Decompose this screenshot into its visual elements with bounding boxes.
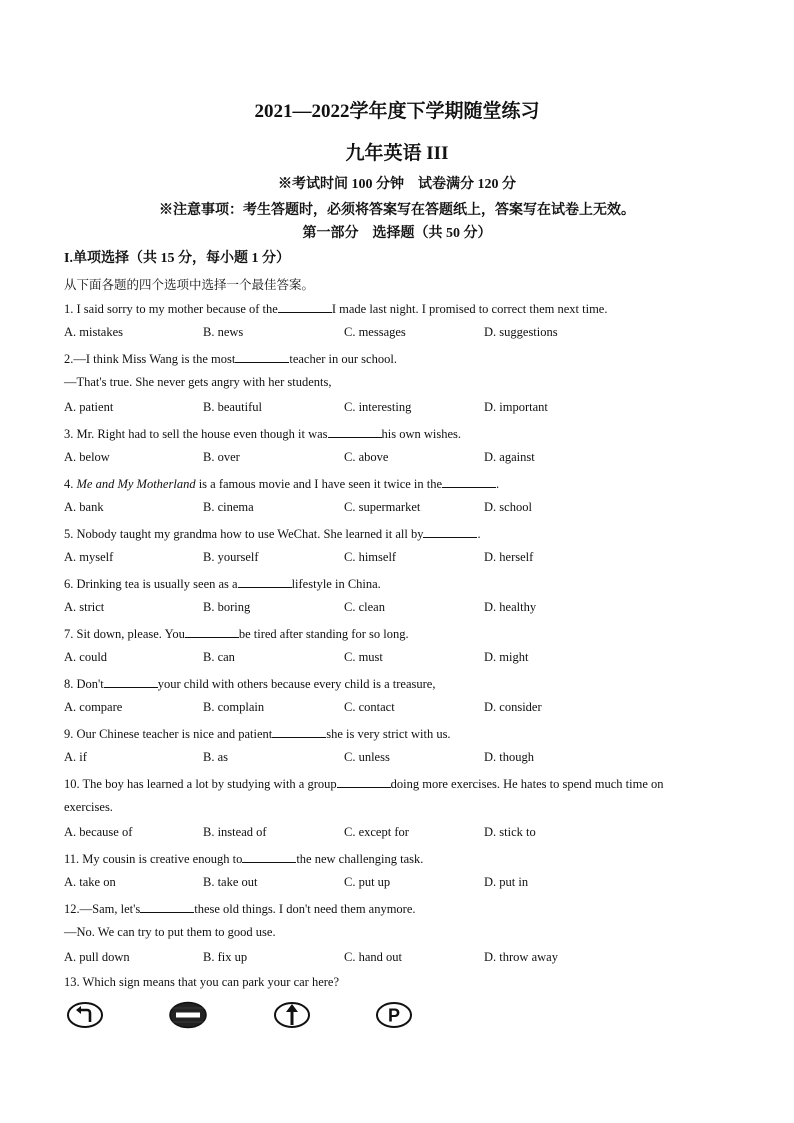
answer-blank — [235, 350, 289, 363]
option-c: C. contact — [344, 700, 395, 714]
option-b: B. fix up — [203, 950, 248, 964]
option-a: A. myself — [64, 550, 114, 564]
answer-blank — [104, 675, 158, 688]
question-8: 8. Don't your child with others because every child is a treasure, — [64, 677, 436, 691]
no-entry-sign-icon — [168, 1001, 208, 1029]
answer-blank — [272, 725, 326, 738]
go-straight-sign-icon — [272, 1001, 312, 1029]
question-6: 6. Drinking tea is usually seen as a lifestyle in China. — [64, 577, 381, 591]
question-10: 10. The boy has learned a lot by studying with a group doing more exercises. He hates to spend much time on — [64, 777, 664, 791]
exam-notice: ※注意事项：考生答题时，必须将答案写在答题纸上，答案写在试卷上无效。 — [159, 203, 635, 218]
option-b: B. as — [203, 750, 228, 764]
option-c: C. must — [344, 650, 383, 664]
answer-blank — [242, 850, 296, 863]
parking-sign-icon — [374, 1001, 414, 1029]
question-10-continued: exercises. — [64, 800, 113, 814]
option-a: A. bank — [64, 500, 104, 514]
option-d: D. might — [484, 650, 529, 664]
answer-blank — [278, 300, 332, 313]
answer-blank — [328, 425, 382, 438]
exam-title: 2021—2022学年度下学期随堂练习 — [254, 101, 540, 122]
question-2-reply: —That's true. She never gets angry with her students, — [64, 375, 332, 389]
answer-blank — [423, 525, 477, 538]
option-d: D. healthy — [484, 600, 537, 614]
option-a: A. compare — [64, 700, 123, 714]
option-b: B. news — [203, 325, 244, 339]
question-3: 3. Mr. Right had to sell the house even though it was his own wishes. — [64, 427, 462, 441]
option-d: D. though — [484, 750, 534, 764]
question-4: 4. Me and My Motherland is a famous movie and I have seen it twice in the . — [64, 477, 500, 491]
option-c: C. supermarket — [344, 500, 421, 514]
option-a: A. patient — [64, 400, 114, 414]
option-b: B. yourself — [203, 550, 259, 564]
option-c: C. himself — [344, 550, 397, 564]
option-d: D. stick to — [484, 825, 536, 839]
answer-blank — [185, 625, 239, 638]
option-a: A. strict — [64, 600, 105, 614]
option-c: C. above — [344, 450, 389, 464]
option-c: C. except for — [344, 825, 409, 839]
option-b: B. instead of — [203, 825, 267, 839]
option-a: A. because of — [64, 825, 133, 839]
question-9: 9. Our Chinese teacher is nice and patient she is very strict with us. — [64, 727, 451, 741]
question-11: 11. My cousin is creative enough to the new challenging task. — [64, 852, 424, 866]
option-c: C. unless — [344, 750, 390, 764]
option-c: C. put up — [344, 875, 391, 889]
option-d: D. against — [484, 450, 535, 464]
option-b: B. complain — [203, 700, 265, 714]
question-5: 5. Nobody taught my grandma how to use WeChat. She learned it all by . — [64, 527, 481, 541]
option-a: A. take on — [64, 875, 116, 889]
option-d: D. consider — [484, 700, 542, 714]
option-b: B. cinema — [203, 500, 254, 514]
question-1: 1. I said sorry to my mother because of the I made last night. I promised to correct them next time. — [64, 302, 608, 316]
option-c: C. messages — [344, 325, 406, 339]
option-b: B. beautiful — [203, 400, 263, 414]
option-a: A. if — [64, 750, 87, 764]
exam-info: ※考试时间 100 分钟 试卷满分 120 分 — [278, 177, 516, 192]
option-b: B. boring — [203, 600, 251, 614]
answer-blank — [442, 475, 496, 488]
question-12-reply: —No. We can try to put them to good use. — [64, 925, 276, 939]
option-a: A. mistakes — [64, 325, 124, 339]
option-c: C. interesting — [344, 400, 412, 414]
section-instruction: 从下面各题的四个选项中选择一个最佳答案。 — [64, 278, 315, 292]
answer-blank — [238, 575, 292, 588]
option-c: C. hand out — [344, 950, 402, 964]
section-heading: I.单项选择（共 15 分，每小题 1 分） — [64, 251, 290, 266]
answer-blank — [140, 900, 194, 913]
option-d: D. herself — [484, 550, 534, 564]
option-b: B. take out — [203, 875, 258, 889]
question-2: 2.—I think Miss Wang is the most teacher in our school. — [64, 352, 397, 366]
part-heading: 第一部分 选择题（共 50 分） — [302, 226, 492, 241]
option-b: B. can — [203, 650, 235, 664]
option-d: D. suggestions — [484, 325, 558, 339]
question-13: 13. Which sign means that you can park your car here? — [64, 975, 340, 989]
option-d: D. school — [484, 500, 532, 514]
parking-sign-letter: P — [387, 1005, 401, 1026]
option-a: A. pull down — [64, 950, 130, 964]
option-c: C. clean — [344, 600, 385, 614]
option-d: D. throw away — [484, 950, 558, 964]
option-d: D. important — [484, 400, 548, 414]
answer-blank — [337, 775, 391, 788]
question-12: 12.—Sam, let's these old things. I don't need them anymore. — [64, 902, 416, 916]
exam-subject: 九年英语 III — [345, 143, 449, 164]
option-d: D. put in — [484, 875, 529, 889]
turn-left-sign-icon — [66, 1001, 104, 1029]
option-b: B. over — [203, 450, 240, 464]
question-7: 7. Sit down, please. You be tired after standing for so long. — [64, 627, 409, 641]
option-a: A. below — [64, 450, 110, 464]
option-a: A. could — [64, 650, 108, 664]
